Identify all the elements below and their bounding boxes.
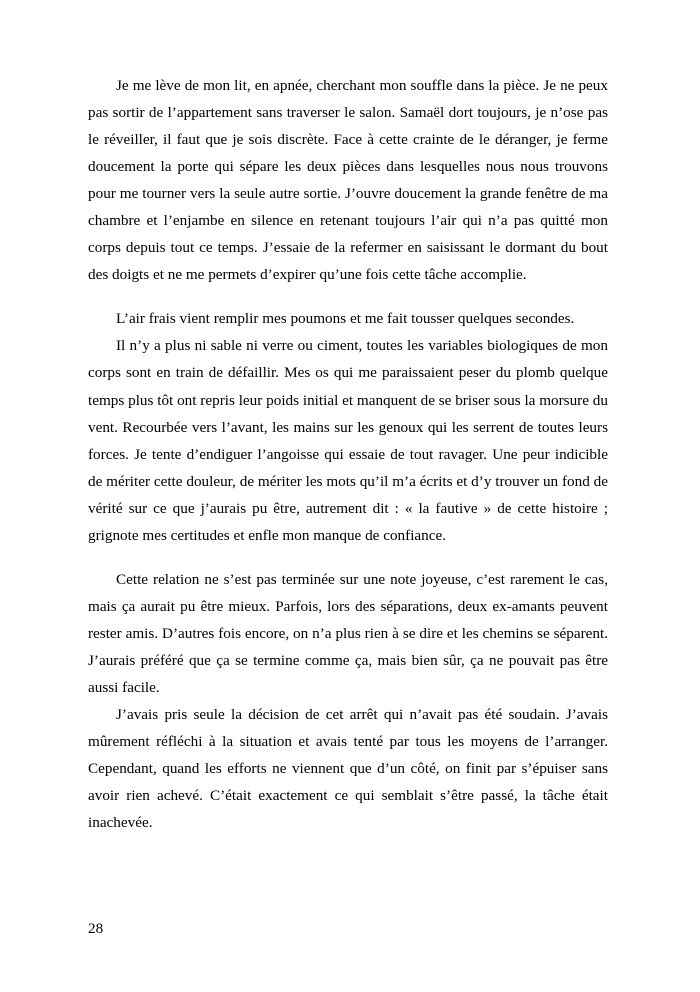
- text-block: [88, 566, 608, 836]
- page-number: 28: [88, 919, 104, 937]
- paragraph: Il n’y a plus ni sable ni verre ou ciment, toutes les variables biologiques de mon corps sont en train de défaillir. Mes os qui me paraissaient peser du plomb quelque temps plus tôt ont repris leur poids initial et manquent de se briser sous la morsure du vent. Recourbée vers l’avant, les mains sur les genoux qui les serrent de toutes leurs forces. Je tente d’endiguer l’angoisse qui essaie de tout ravager. Une peur indicible de mériter cette douleur, de mériter les mots qu’il m’a écrits et d’y trouver un fond de vérité sur ce que j’aurais pu être, autrement dit : « la fautive » de cette histoire ; grignote mes certitudes et enfle mon manque de confiance.: [88, 337, 608, 544]
- paragraph: Je me lève de mon lit, en apnée, cherchant mon souffle dans la pièce. Je ne peux pas sortir de l’appartement sans traverser le salon. Samaël dort toujours, je n’ose pas le réveiller, il faut que je sois discrète. Face à cette crainte de le déranger, je ferme doucement la porte qui sépare les deux pièces dans lesquelles nous nous trouvons pour me tourner vers la seule autre sortie. J’ouvre doucement la grande fenêtre de ma chambre et l’enjambe en silence en retenant toujours l’air qui n’a pas quitté mon corps depuis tout ce temps. J’essaie de la refermer en saisissant le dormant du bout des doigts et ne me permets d’expirer qu’une fois cette tâche accomplie.: [88, 77, 608, 284]
- paragraph-spacer: [88, 288, 608, 305]
- paragraph-spacer: [88, 549, 608, 566]
- paragraph: L’air frais vient remplir mes poumons et me fait tousser quelques secondes.: [116, 310, 575, 328]
- page-body: [88, 72, 608, 836]
- text-block: [88, 305, 608, 548]
- paragraph: Cette relation ne s’est pas terminée sur une note joyeuse, c’est rarement le cas, mais ça aurait pu être mieux. Parfois, lors des séparations, deux ex-amants peuvent rester amis. D’autres fois encore, on n’a plus rien à se dire et les chemins se séparent. J’aurais préféré que ça se termine comme ça, mais bien sûr, ça ne pouvait pas être aussi facile.: [88, 570, 608, 696]
- paragraph: J’avais pris seule la décision de cet arrêt qui n’avait pas été soudain. J’avais mûrement réfléchi à la situation et avais tenté par tous les moyens de l’arranger. Cependant, quand les efforts ne viennent que d’un côté, on finit par s’épuiser sans avoir rien achevé. C’était exactement ce qui semblait s’être passé, la tâche était inachevée.: [88, 706, 608, 832]
- text-block: [88, 72, 608, 288]
